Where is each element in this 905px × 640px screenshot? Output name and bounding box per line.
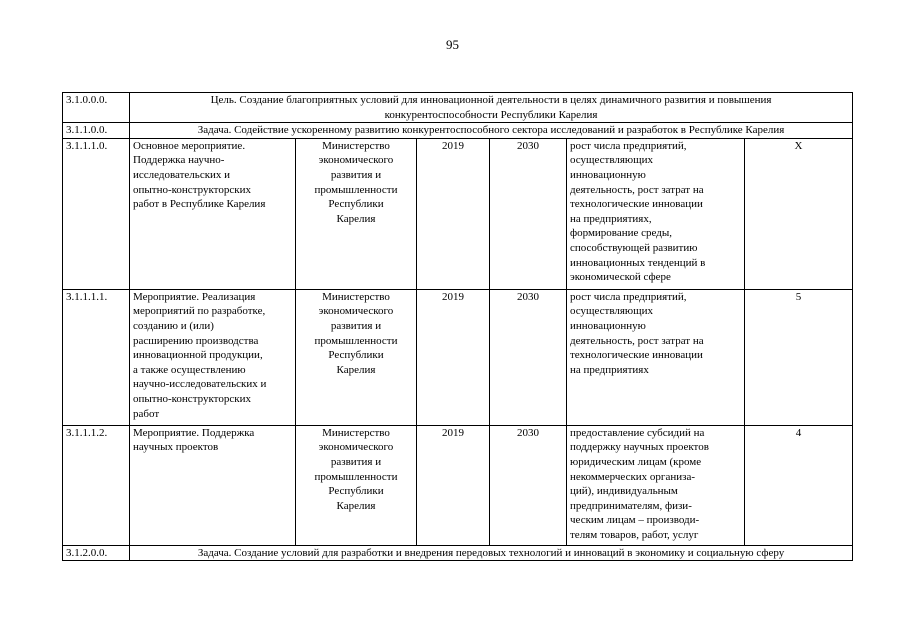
row-name-line: работ xyxy=(133,407,160,420)
row-end-year: 2030 xyxy=(490,138,567,289)
row-result-line: деятельность, рост затрат на xyxy=(570,183,704,196)
row-name-line: научно-исследовательских и xyxy=(133,378,267,391)
row-executor-line: Министерство xyxy=(322,290,390,303)
row-executor-line: развития и xyxy=(330,455,382,468)
row-name xyxy=(130,425,296,545)
row-executor-line: промышленности xyxy=(314,470,398,483)
task-code: 3.1.1.0.0. xyxy=(63,123,130,139)
row-executor-line: экономического xyxy=(318,154,394,167)
table-row xyxy=(63,425,853,545)
row-result-line: юридическим лицам (кроме xyxy=(570,455,702,468)
row-name-line: созданию и (или) xyxy=(133,319,214,332)
row-result xyxy=(567,289,745,425)
row-name-line: инновационной продукции, xyxy=(133,349,263,362)
row-result-line: осуществляющих xyxy=(570,154,653,167)
row-executor xyxy=(296,289,417,425)
program-table xyxy=(62,92,853,561)
table-row xyxy=(63,138,853,289)
row-executor-line: Республики xyxy=(328,349,384,362)
row-executor-line: промышленности xyxy=(314,183,398,196)
row-name-line: Мероприятие. Реализация xyxy=(133,290,256,303)
row-result-line: предоставление субсидий на xyxy=(570,426,705,439)
row-link: 5 xyxy=(745,289,853,425)
row-name-line: мероприятий по разработке, xyxy=(133,305,266,318)
row-name-line: Основное мероприятие. xyxy=(133,139,246,152)
task-row xyxy=(63,123,853,139)
row-result-line: на предприятиях, xyxy=(570,212,652,225)
row-result-line: способствующей развитию xyxy=(570,241,698,254)
row-result-line: экономической сфере xyxy=(570,271,671,284)
row-result xyxy=(567,425,745,545)
row-result-line: поддержку научных проектов xyxy=(570,441,709,454)
task-text: Задача. Содействие ускоренному развитию конкурентоспособного сектора исследований и разработок в Республике Карелия xyxy=(130,123,853,139)
goal-code: 3.1.0.0.0. xyxy=(63,93,130,123)
row-start-year: 2019 xyxy=(417,138,490,289)
row-name-line: расширению производства xyxy=(133,334,259,347)
row-executor-line: Карелия xyxy=(336,499,376,512)
row-executor-line: промышленности xyxy=(314,334,398,347)
row-name xyxy=(130,289,296,425)
row-result-line: ций), индивидуальным xyxy=(570,485,678,498)
row-executor-line: Республики xyxy=(328,485,384,498)
row-result-line: осуществляющих xyxy=(570,305,653,318)
row-executor-line: экономического xyxy=(318,441,394,454)
goal-text-line: конкурентоспособности Республики Карелия xyxy=(384,108,598,121)
row-result-line: предпринимателям, физи- xyxy=(570,499,692,512)
row-executor-line: развития и xyxy=(330,319,382,332)
row-end-year: 2030 xyxy=(490,289,567,425)
row-code: 3.1.1.1.0. xyxy=(63,138,130,289)
row-name-line: опытно-конструкторских xyxy=(133,183,251,196)
row-name-line: Мероприятие. Поддержка xyxy=(133,426,255,439)
page-number: 95 xyxy=(446,37,459,52)
row-start-year: 2019 xyxy=(417,289,490,425)
row-result-line: технологические инновации xyxy=(570,349,703,362)
task-text: Задача. Создание условий для разработки и внедрения передовых технологий и инноваций в экономику и социальную сферу xyxy=(130,545,853,561)
row-result-line: ческим лицам – производи- xyxy=(570,514,700,527)
row-executor-line: Министерство xyxy=(322,139,390,152)
row-name-line: исследовательских и xyxy=(133,168,231,181)
row-link: 4 xyxy=(745,425,853,545)
row-result-line: формирование среды, xyxy=(570,227,673,240)
goal-row xyxy=(63,93,853,123)
row-executor-line: Карелия xyxy=(336,212,376,225)
row-result-line: на предприятиях xyxy=(570,363,649,376)
row-name-line: научных проектов xyxy=(133,441,219,454)
row-link: X xyxy=(745,138,853,289)
row-result-line: инновационную xyxy=(570,319,646,332)
row-executor-line: экономического xyxy=(318,305,394,318)
row-name-line: опытно-конструкторских xyxy=(133,392,251,405)
table-row xyxy=(63,289,853,425)
row-name-line: работ в Республике Карелия xyxy=(133,198,266,211)
row-result xyxy=(567,138,745,289)
row-result-line: технологические инновации xyxy=(570,198,703,211)
row-result-line: инновационных тенденций в xyxy=(570,256,706,269)
row-name-line: а также осуществлению xyxy=(133,363,246,376)
row-name-line: Поддержка научно- xyxy=(133,154,225,167)
task-code: 3.1.2.0.0. xyxy=(63,545,130,561)
goal-text xyxy=(130,93,853,123)
goal-text-line: Цель. Создание благоприятных условий для инновационной деятельности в целях динамичного развития и повышения xyxy=(210,94,772,106)
row-result-line: инновационную xyxy=(570,168,646,181)
row-executor-line: Карелия xyxy=(336,363,376,376)
row-executor-line: развития и xyxy=(330,168,382,181)
row-result-line: рост числа предприятий, xyxy=(570,290,687,303)
row-end-year: 2030 xyxy=(490,425,567,545)
row-code: 3.1.1.1.1. xyxy=(63,289,130,425)
row-result-line: рост числа предприятий, xyxy=(570,139,687,152)
row-executor xyxy=(296,138,417,289)
row-start-year: 2019 xyxy=(417,425,490,545)
row-result-line: некоммерческих организа- xyxy=(570,470,695,483)
row-executor xyxy=(296,425,417,545)
row-result-line: телям товаров, работ, услуг xyxy=(570,528,699,541)
row-code: 3.1.1.1.2. xyxy=(63,425,130,545)
task-row xyxy=(63,545,853,561)
row-executor-line: Республики xyxy=(328,198,384,211)
row-executor-line: Министерство xyxy=(322,426,390,439)
row-name xyxy=(130,138,296,289)
row-result-line: деятельность, рост затрат на xyxy=(570,334,704,347)
